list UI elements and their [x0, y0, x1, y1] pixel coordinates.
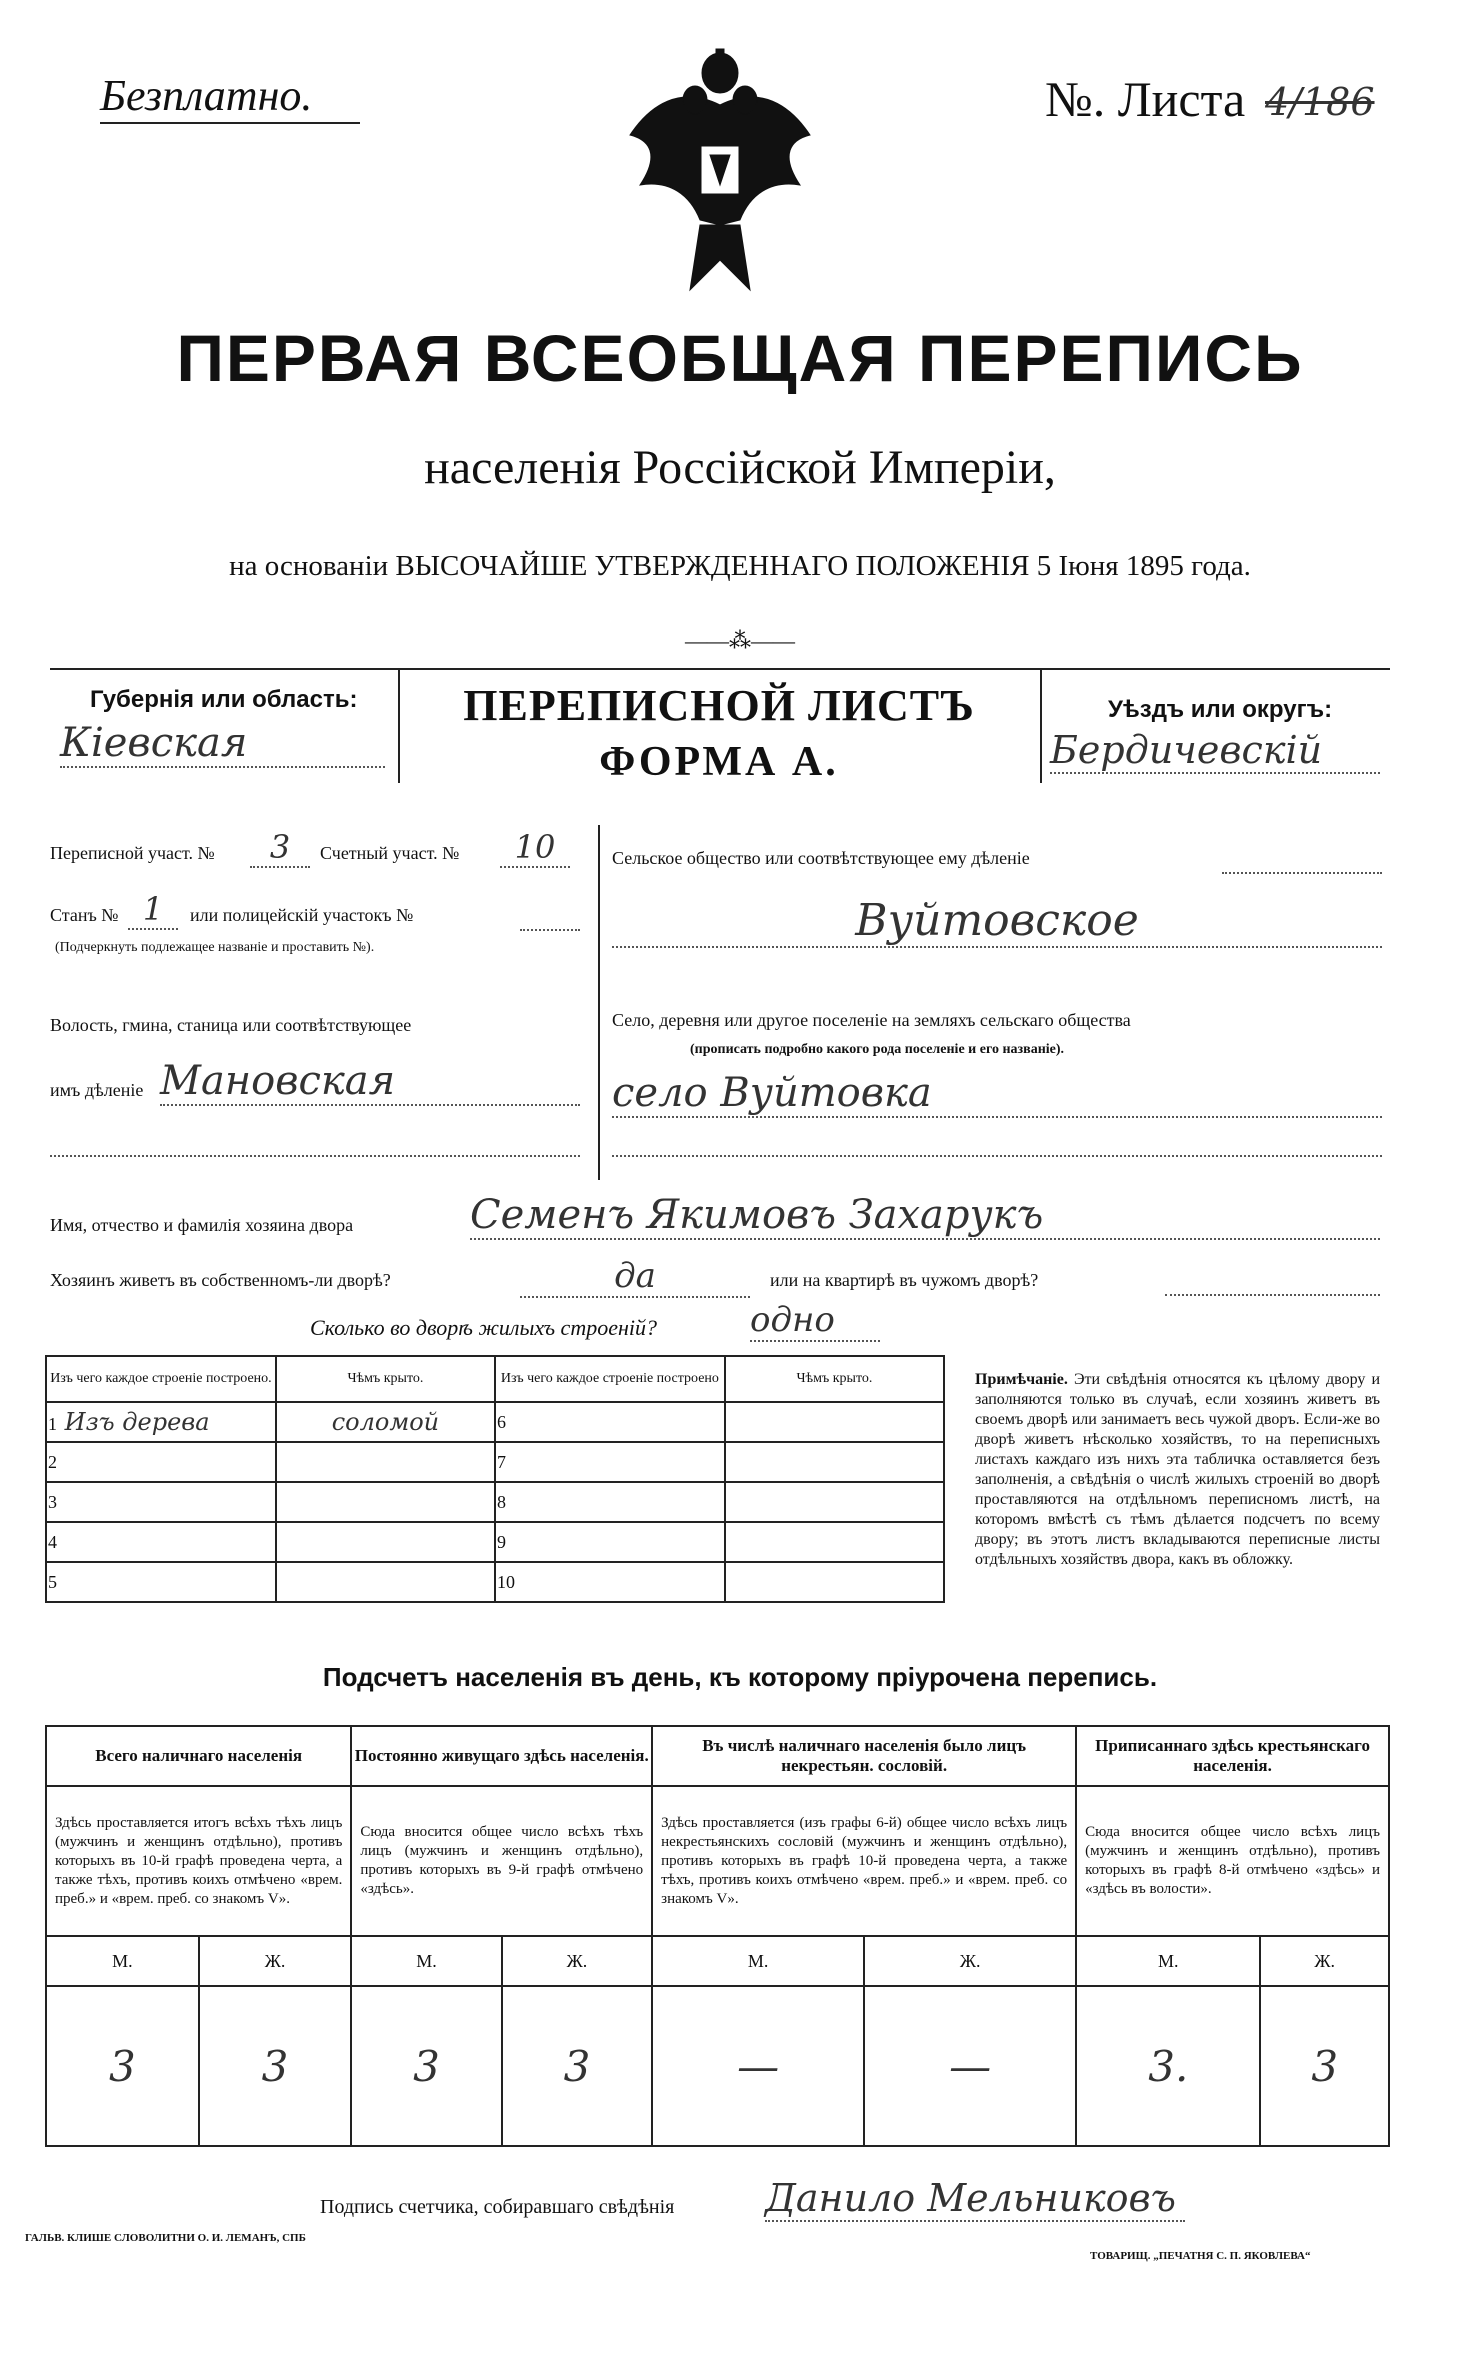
- uezd-value: Бердичевскій: [1050, 728, 1380, 774]
- pop-resident-m: 3: [351, 1986, 501, 2146]
- stan-label: Станъ №: [50, 905, 119, 925]
- printer-right: ТОВАРИЩ. „ПЕЧАТНЯ С. П. ЯКОВЛЕВА“: [1090, 2250, 1311, 2262]
- ornament-divider: ——⁂——: [685, 628, 795, 653]
- owner-name-label: Имя, отчество и фамилія хозяина двора: [50, 1215, 354, 1235]
- police-value-line: [520, 905, 580, 931]
- page-subtitle: населенія Россійской Имперіи,: [424, 441, 1056, 494]
- table-row: [46, 1522, 944, 1562]
- table-row: [46, 1442, 944, 1482]
- police-label: или полицейскій участокъ №: [190, 905, 414, 925]
- pop-f-label: Ж.: [864, 1936, 1076, 1986]
- uezd-label: Уѣздъ или округъ:: [1108, 696, 1333, 723]
- pop-col-2-title: Постоянно живущаго здѣсь населенія.: [351, 1726, 652, 1786]
- legal-basis: на основаніи ВЫСОЧАЙШЕ УТВЕРЖДЕННАГО ПОЛОЖЕНІЯ 5 Іюня 1895 года.: [229, 550, 1251, 582]
- census-sheet-title: ПЕРЕПИСНОЙ ЛИСТЪ: [463, 681, 975, 730]
- free-underline: [100, 122, 360, 124]
- row-1-roof: соломой: [276, 1402, 495, 1442]
- rent-label: или на квартирѣ въ чужомъ дворѣ?: [770, 1270, 1039, 1290]
- census-area-label: Переписной участ. №: [50, 843, 215, 863]
- count-area-value: 10: [500, 828, 570, 868]
- row-10-roof: [725, 1562, 944, 1602]
- village-value: село Вуйтовка: [612, 1070, 1382, 1118]
- row-2-material: 2: [46, 1442, 276, 1482]
- form-header-top-rule: [50, 668, 1390, 670]
- pop-col-2-desc: Сюда вносится общее число всѣхъ тѣхъ лицъ (мужчинъ и женщинъ отдѣльно), противъ которыхъ въ 9-й графѣ отмѣчено «здѣсь».: [351, 1786, 652, 1936]
- signature-value: Данило Мельниковъ: [765, 2176, 1185, 2222]
- col-roof-right: Чѣмъ крыто.: [725, 1356, 944, 1402]
- own-yard-value: да: [520, 1256, 750, 1298]
- volost-value: Мановская: [160, 1058, 580, 1106]
- village-extra-line: [612, 1135, 1382, 1157]
- society-label-dots: [1222, 848, 1382, 874]
- form-a-title: ФОРМА А.: [599, 739, 839, 785]
- row-8-roof: [725, 1482, 944, 1522]
- census-area-value: 3: [250, 828, 310, 868]
- row-3-roof: [276, 1482, 495, 1522]
- volost-label: Волость, гмина, станица или соотвѣтствующее: [50, 1015, 412, 1035]
- stan-note: (Подчеркнуть подлежащее названіе и проставить №).: [55, 940, 375, 955]
- row-4-material: 4: [46, 1522, 276, 1562]
- row-7-material: 7: [495, 1442, 725, 1482]
- row-2-roof: [276, 1442, 495, 1482]
- pop-m-label: М.: [1076, 1936, 1260, 1986]
- village-note: (прописать подробно какого рода поселеніе и его названіе).: [690, 1042, 1065, 1057]
- pop-total-f: 3: [199, 1986, 352, 2146]
- society-value: Вуйтовское: [612, 895, 1382, 948]
- pop-col-1-title: Всего наличнаго населенія: [46, 1726, 351, 1786]
- buildings-value: одно: [750, 1300, 880, 1342]
- page-title: ПЕРВАЯ ВСЕОБЩАЯ ПЕРЕПИСЬ: [176, 321, 1304, 395]
- pop-resident-f: 3: [502, 1986, 652, 2146]
- sheet-number-label: №. Листа: [1045, 71, 1246, 127]
- pop-col-4-desc: Сюда вносится общее число всѣхъ лицъ (мужчинъ и женщинъ отдѣльно), противъ которыхъ въ графѣ 8-й отмѣчено «здѣсь» и «здѣсь въ волости».: [1076, 1786, 1389, 1936]
- pop-m-label: М.: [46, 1936, 199, 1986]
- sheet-number-value: 4/186: [1265, 80, 1375, 124]
- pop-m-label: М.: [652, 1936, 864, 1986]
- pop-nonpeasant-f: —: [864, 1986, 1076, 2146]
- stan-value: 1: [128, 890, 178, 930]
- pop-f-label: Ж.: [502, 1936, 652, 1986]
- row-6-material: 6: [495, 1402, 725, 1442]
- pop-f-label: Ж.: [1260, 1936, 1389, 1986]
- pop-m-label: М.: [351, 1936, 501, 1986]
- rent-value-line: [1165, 1270, 1380, 1296]
- population-table: [45, 1725, 1390, 2147]
- imperial-eagle-emblem: [620, 45, 820, 295]
- col-roof-left: Чѣмъ крыто.: [276, 1356, 495, 1402]
- society-label: Сельское общество или соотвѣтствующее ему дѣленіе: [612, 848, 1030, 868]
- buildings-label: Сколько во дворѣ жилыхъ строеній?: [310, 1315, 657, 1340]
- pop-col-3-desc: Здѣсь проставляется (изъ графы 6-й) общее число всѣхъ лицъ некрестьянскихъ сословій (мужчинъ и женщинъ отдѣльно), противъ которыхъ въ графѣ 10-й проведена черта, а также тѣхъ, противъ коихъ отмѣчено «врем. преб.» и «врем. преб. со знакомъ V».: [652, 1786, 1076, 1936]
- row-1-material: 1 Изъ дерева: [46, 1402, 276, 1442]
- free-stamp: Безплатно.: [100, 71, 313, 120]
- gubernia-value: Кіевская: [60, 720, 385, 768]
- pop-f-label: Ж.: [199, 1936, 352, 1986]
- count-area-label: Счетный участ. №: [320, 843, 460, 863]
- pop-total-m: 3: [46, 1986, 199, 2146]
- fields-divider: [598, 825, 600, 1180]
- own-yard-label: Хозяинъ живетъ въ собственномъ-ли дворѣ?: [50, 1270, 391, 1290]
- row-7-roof: [725, 1442, 944, 1482]
- row-8-material: 8: [495, 1482, 725, 1522]
- buildings-note: [975, 1370, 1380, 1570]
- row-5-material: 5: [46, 1562, 276, 1602]
- table-row: [46, 1482, 944, 1522]
- note-text: Эти свѣдѣнія относятся къ цѣлому двору и заполняются только въ случаѣ, если хозяинъ живетъ въ своемъ дворѣ или занимаетъ весь чужой дворъ. Если-же во дворѣ живетъ нѣсколько хозяйствъ, то на переписныхъ листахъ каждаго изъ нихъ эта табличка оставляется безъ заполненія, а свѣдѣнія о числѣ жилыхъ строеній во дворѣ проставляются на отдѣльномъ переписномъ листѣ, на которомъ вмѣстѣ съ тѣмъ дѣлается подсчетъ по всему двору; въ этотъ листъ вкладываются переписные листы отдѣльныхъ хозяйствъ двора, какъ въ обложку.: [975, 1371, 1381, 1568]
- note-title: Примѣчаніе.: [975, 1371, 1068, 1388]
- row-4-roof: [276, 1522, 495, 1562]
- row-10-material: 10: [495, 1562, 725, 1602]
- pop-registered-m: 3.: [1076, 1986, 1260, 2146]
- col-material-left: Изъ чего каждое строеніе построено.: [46, 1356, 276, 1402]
- pop-col-3-title: Въ числѣ наличнаго населенія было лицъ некрестьян. сословій.: [652, 1726, 1076, 1786]
- population-heading: Подсчетъ населенія въ день, къ которому пріурочена перепись.: [322, 1662, 1158, 1692]
- buildings-table: [45, 1355, 945, 1603]
- form-header-right-divider: [1040, 668, 1042, 783]
- signature-label: Подпись счетчика, собиравшаго свѣдѣнія: [320, 2196, 675, 2218]
- owner-name-value: Семенъ Якимовъ Захарукъ: [470, 1192, 1380, 1240]
- table-row: [46, 1402, 944, 1442]
- row-9-material: 9: [495, 1522, 725, 1562]
- row-6-roof: [725, 1402, 944, 1442]
- table-row: [46, 1562, 944, 1602]
- volost-extra-line: [50, 1135, 580, 1157]
- pop-col-1-desc: Здѣсь проставляется итогъ всѣхъ тѣхъ лицъ (мужчинъ и женщинъ отдѣльно), противъ которыхъ въ 10-й графѣ проведена черта, а также тѣхъ, противъ коихъ отмѣчено «врем. преб.» и «врем. преб. со знакомъ V».: [46, 1786, 351, 1936]
- printer-left: ГАЛЬВ. КЛИШЕ СЛОВОЛИТНИ О. И. ЛЕМАНЪ, СПБ: [25, 2232, 306, 2244]
- row-5-roof: [276, 1562, 495, 1602]
- pop-nonpeasant-m: —: [652, 1986, 864, 2146]
- row-3-material: 3: [46, 1482, 276, 1522]
- gubernia-label: Губернія или область:: [90, 686, 358, 713]
- pop-col-4-title: Приписаннаго здѣсь крестьянскаго населенія.: [1076, 1726, 1389, 1786]
- col-material-right: Изъ чего каждое строеніе построено: [495, 1356, 725, 1402]
- volost-label-2: имъ дѣленіе: [50, 1080, 144, 1100]
- row-9-roof: [725, 1522, 944, 1562]
- village-label: Село, деревня или другое поселеніе на земляхъ сельскаго общества: [612, 1010, 1131, 1030]
- pop-registered-f: 3: [1260, 1986, 1389, 2146]
